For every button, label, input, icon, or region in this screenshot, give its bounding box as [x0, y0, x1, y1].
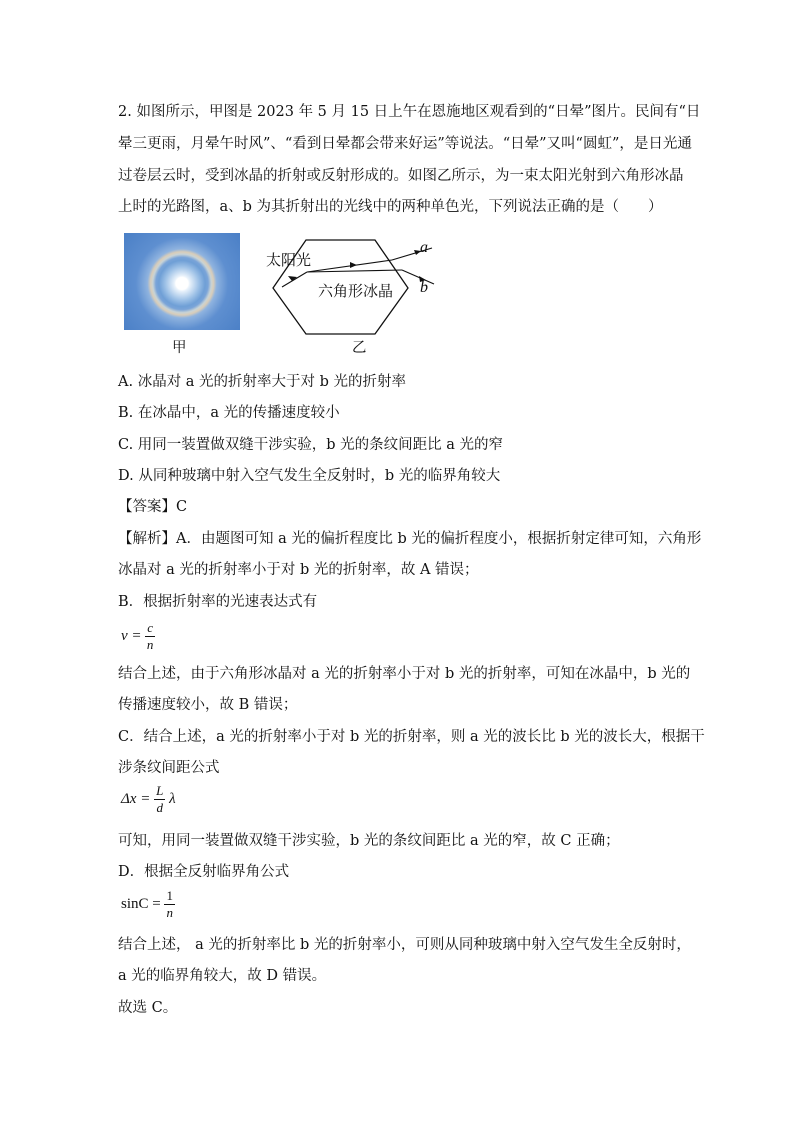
- ray-a-label: a: [420, 239, 428, 256]
- analysis-d-line-2: a 光的临界角较大，故 D 错误。: [118, 968, 327, 984]
- formula-fringe-lhs: Δx =: [121, 790, 151, 807]
- analysis-b-intro: B．根据折射率的光速表达式有: [118, 594, 318, 610]
- figure-caption-left: 甲: [172, 340, 187, 356]
- final-choice: 故选 C。: [118, 1000, 178, 1016]
- analysis-a-line-2: 冰晶对 a 光的折射率小于对 b 光的折射率，故 A 错误；: [118, 562, 479, 578]
- question-line-2: 晕三更雨，月晕午时风”、“看到日晕都会带来好运”等说法。“日晕”又叫“圆虹”，是日光通: [118, 136, 692, 152]
- sunlight-label: 太阳光: [266, 251, 312, 269]
- formula-critical-den: n: [166, 905, 173, 920]
- analysis-c-line-1: C．结合上述，a 光的折射率小于对 b 光的折射率，则 a 光的波长比 b 光的波长大，根据干: [118, 729, 705, 745]
- analysis-b-line-2: 传播速度较小，故 B 错误；: [118, 697, 298, 713]
- question-line-3: 过卷层云时，受到冰晶的折射或反射形成的。如图乙所示，为一束太阳光射到六角形冰晶: [118, 168, 684, 184]
- figure-caption-right: 乙: [352, 340, 367, 356]
- incident-ray: [282, 272, 307, 287]
- halo-photo: [124, 233, 240, 330]
- formula-fringe-fraction: [154, 783, 165, 816]
- formula-fringe-den: d: [156, 800, 163, 815]
- formula-critical-lhs: sinC =: [121, 895, 161, 912]
- option-a: A. 冰晶对 a 光的折射率大于对 b 光的折射率: [118, 374, 407, 390]
- analysis-b-line-1: 结合上述，由于六角形冰晶对 a 光的折射率小于对 b 光的折射率，可知在冰晶中，b 光的: [118, 666, 691, 682]
- formula-speed-den: n: [146, 637, 154, 652]
- ray-b: [402, 270, 434, 284]
- formula-critical-num: 1: [166, 888, 173, 903]
- formula-critical-fraction: [164, 888, 175, 921]
- answer: 【答案】C: [118, 499, 188, 515]
- question-line-4: 上时的光路图，a、b 为其折射出的光线中的两种单色光，下列说法正确的是（ ）: [118, 199, 663, 215]
- option-b: B. 在冰晶中，a 光的传播速度较小: [118, 405, 340, 421]
- option-c: C. 用同一装置做双缝干涉实验，b 光的条纹间距比 a 光的窄: [118, 437, 504, 453]
- crystal-label: 六角形冰晶: [318, 282, 394, 300]
- analysis-d-intro: D．根据全反射临界角公式: [118, 864, 290, 880]
- option-d: D. 从同种玻璃中射入空气发生全反射时，b 光的临界角较大: [118, 468, 501, 484]
- formula-speed-num: c: [147, 620, 154, 635]
- analysis-c-line-2: 涉条纹间距公式: [118, 760, 220, 776]
- formula-fringe: [121, 783, 176, 816]
- formula-fringe-rhs: λ: [169, 790, 176, 807]
- analysis-c-conclusion: 可知，用同一装置做双缝干涉实验，b 光的条纹间距比 a 光的窄，故 C 正确；: [118, 833, 620, 849]
- formula-speed: [121, 620, 155, 653]
- question-line-1: 2. 如图所示，甲图是 2023 年 5 月 15 日上午在恩施地区观看到的“日晕”图片。民间有“日: [118, 104, 701, 120]
- formula-fringe-num: L: [156, 783, 164, 798]
- ray-b-label: b: [420, 279, 428, 296]
- formula-speed-fraction: [145, 620, 155, 653]
- formula-speed-lhs: v =: [121, 627, 142, 644]
- analysis-d-line-1: 结合上述， a 光的折射率比 b 光的折射率小，可则从同种玻璃中射入空气发生全反射时，: [118, 937, 691, 953]
- internal-arrow: [350, 262, 357, 268]
- formula-critical-angle: [121, 888, 175, 921]
- analysis-a-line-1: 【解析】A．由题图可知 a 光的偏折程度比 b 光的偏折程度小，根据折射定律可知，六角形: [118, 531, 702, 547]
